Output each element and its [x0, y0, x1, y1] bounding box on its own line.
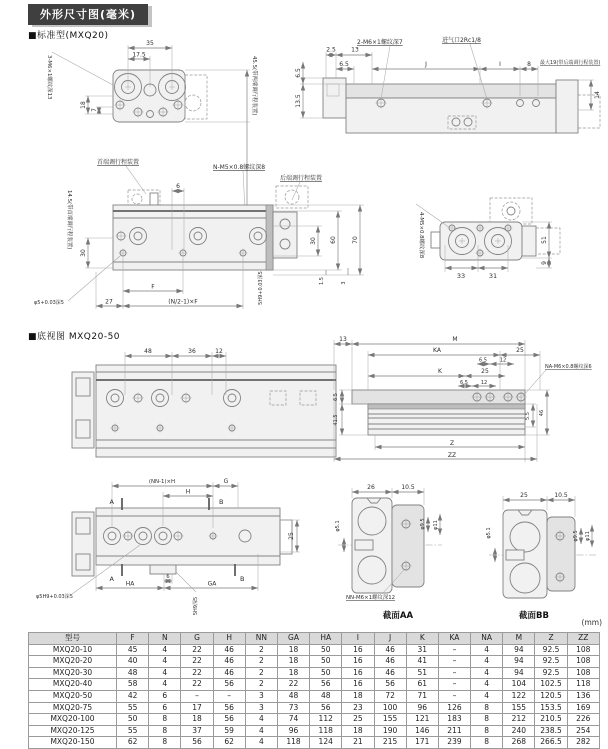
section-mark-B-top: B — [219, 498, 224, 506]
note-14-5: 14.5(带首端调行程装置) — [66, 190, 72, 250]
thread-label-3m6: 3-M6×1螺纹深13 — [46, 55, 52, 100]
dim-F: F — [151, 283, 155, 291]
table-row — [29, 679, 600, 691]
dim-6-5-top: 6.5 — [339, 61, 349, 68]
dimension-cell: 136 — [567, 690, 599, 702]
dim-HA: HA — [125, 580, 135, 588]
drawing-bottom-view-left — [72, 348, 336, 457]
dimension-cell: 46 — [374, 656, 406, 668]
dimension-cell: 94 — [503, 644, 535, 656]
thread-label-nn: NN-M6×1螺纹深12 — [346, 595, 396, 601]
dimension-cell: 4 — [149, 679, 181, 691]
dim-30-right: 30 — [310, 237, 317, 245]
dimension-cell: 8 — [149, 737, 181, 749]
dimension-cell: 46 — [374, 667, 406, 679]
column-header: F — [117, 633, 149, 645]
dim-13: 13 — [351, 46, 359, 54]
dim-25-bb: 25 — [520, 492, 528, 499]
dimension-cell: 92.5 — [535, 644, 567, 656]
thread-label-4m5: 4-M5×0.8螺纹深8 — [418, 212, 424, 259]
thread-label-nm5: N-M5×0.8螺纹深8 — [213, 164, 266, 171]
standard-type-heading: ■标准型(MXQ20) — [28, 31, 109, 41]
dim-NF: (N/2-1)×F — [168, 298, 198, 306]
dim-6-5-left: 6.5 — [295, 68, 302, 78]
dimension-cell: 124 — [310, 737, 342, 749]
model-cell: MXQ20-30 — [29, 667, 117, 679]
dimension-cell: 56 — [181, 737, 213, 749]
dimension-cell: 21 — [342, 737, 374, 749]
model-cell: MXQ20-75 — [29, 702, 117, 714]
dimension-cell: 74 — [277, 714, 309, 726]
dim-12: 12 — [215, 348, 223, 355]
dim-33: 33 — [456, 272, 466, 280]
dia-11-bb: φ11 — [585, 531, 591, 541]
model-cell: MXQ20-100 — [29, 714, 117, 726]
dimension-cell: 61 — [406, 679, 438, 691]
dimension-cell: 268 — [503, 737, 535, 749]
bottom-view-heading: ■底视图 MXQ20-50 — [28, 332, 121, 342]
dimension-cell: 41 — [406, 656, 438, 668]
dim-36: 36 — [188, 348, 196, 355]
dimension-cell: 155 — [374, 714, 406, 726]
dimension-cell: 4 — [471, 644, 503, 656]
front-adjuster-label: 首端调行程装置 — [97, 159, 140, 166]
dimension-cell: 226 — [567, 714, 599, 726]
dimension-cell: 211 — [438, 725, 470, 737]
dimension-cell: 8 — [471, 725, 503, 737]
dimension-cell: 25 — [342, 714, 374, 726]
dimension-cell: 108 — [567, 656, 599, 668]
dimension-cell: 46 — [213, 644, 245, 656]
table-row — [29, 725, 600, 737]
dimension-cell: 108 — [567, 644, 599, 656]
dimension-cell: 8 — [471, 737, 503, 749]
dim-18: 18 — [80, 101, 87, 109]
dim-I: I — [499, 61, 501, 68]
dimension-cell: 55 — [117, 725, 149, 737]
dimension-cell: 183 — [438, 714, 470, 726]
dimension-cell: 126 — [438, 702, 470, 714]
dimension-cell: 118 — [567, 679, 599, 691]
dimension-cell: 56 — [213, 702, 245, 714]
section-bb-caption: 截面BB — [519, 611, 549, 621]
dia-5-1-bb: φ5.1 — [486, 527, 492, 539]
column-header: ZZ — [567, 633, 599, 645]
unit-note: (mm) — [581, 618, 602, 627]
dim-25a: 25 — [516, 347, 524, 354]
dimension-cell: 48 — [277, 690, 309, 702]
dimension-cell: 146 — [406, 725, 438, 737]
dimension-cell: 56 — [213, 714, 245, 726]
dimension-cell: 18 — [277, 644, 309, 656]
column-header: HA — [310, 633, 342, 645]
dimension-cell: 4 — [149, 667, 181, 679]
dim-17-5: 17.5 — [132, 51, 146, 59]
dimension-cell: 16 — [342, 644, 374, 656]
thread-label-2m6: 2-M6×1螺纹深7 — [357, 39, 403, 46]
dim-27: 27 — [105, 298, 113, 306]
column-header: KA — [438, 633, 470, 645]
dimension-cell: 2 — [245, 667, 277, 679]
dimension-cell: 51 — [406, 667, 438, 679]
dim-J: J — [425, 61, 427, 68]
thread-label-na: NA-M6×0.8螺纹深6 — [545, 364, 592, 370]
column-header: I — [342, 633, 374, 645]
dim-6-5b: 6.5 — [460, 380, 468, 386]
column-header: 型号 — [29, 633, 117, 645]
dimension-cell: 58 — [117, 679, 149, 691]
dimension-cell: 2 — [245, 656, 277, 668]
rear-adjuster-label: 后端调行程装置 — [280, 175, 323, 182]
table-row — [29, 690, 600, 702]
hole-label: φ5+0.03深5 — [34, 300, 64, 306]
dim-ZZ: ZZ — [447, 452, 457, 459]
table-row — [29, 737, 600, 749]
column-header: J — [374, 633, 406, 645]
dimension-cell: 50 — [310, 644, 342, 656]
dimension-cell: 50 — [117, 714, 149, 726]
dimension-cell: 42 — [117, 690, 149, 702]
dia-9-5-bb: φ9.5 — [573, 530, 579, 542]
dimension-cell: 71 — [406, 690, 438, 702]
dim-70: 70 — [352, 236, 359, 244]
dimension-cell: 8 — [149, 725, 181, 737]
dimension-cell: 4 — [471, 656, 503, 668]
dim-7: 7 — [91, 108, 98, 112]
column-header: Z — [535, 633, 567, 645]
drawing-top-end-view — [46, 40, 259, 232]
column-header: NA — [471, 633, 503, 645]
dimension-cell: 4 — [149, 656, 181, 668]
column-header: K — [406, 633, 438, 645]
dimension-cell: 18 — [181, 714, 213, 726]
dimension-cell: 48 — [310, 690, 342, 702]
dimension-cell: 23 — [342, 702, 374, 714]
dimension-cell: 62 — [117, 737, 149, 749]
dim-14: 14 — [594, 91, 601, 99]
dimension-cell: 254 — [567, 725, 599, 737]
dimension-cell: 112 — [310, 714, 342, 726]
hole-label-lower: φ5H9+0.03深5 — [36, 594, 73, 600]
model-cell: MXQ20-40 — [29, 679, 117, 691]
dimension-cell: 100 — [374, 702, 406, 714]
dimension-cell: 4 — [245, 737, 277, 749]
dim-9: 9 — [541, 261, 548, 265]
dim-10-5-aa: 10.5 — [401, 484, 415, 491]
note-45-5: 45.5(带两端调行程装置) — [251, 56, 257, 116]
drawing-bottom-view-right — [333, 336, 592, 462]
dimension-cell: 40 — [117, 656, 149, 668]
dimension-cell: – — [181, 690, 213, 702]
dimension-cell: – — [438, 690, 470, 702]
dimension-cell: 153.5 — [535, 702, 567, 714]
drawing-side-view — [34, 158, 364, 309]
dimension-cell: 46 — [374, 644, 406, 656]
column-header: NN — [245, 633, 277, 645]
key-label: 5H9+0.03深5 — [258, 271, 264, 305]
table-row — [29, 656, 600, 668]
dimension-cell: 73 — [277, 702, 309, 714]
drawing-lower-left — [36, 478, 300, 615]
dimension-cell: 4 — [149, 644, 181, 656]
dimension-cell: 240 — [503, 725, 535, 737]
dim-KA: KA — [433, 347, 441, 354]
column-header: G — [181, 633, 213, 645]
dimension-cell: 102.5 — [535, 679, 567, 691]
dim-5-5: 5.5 — [525, 412, 531, 420]
dimension-cell: 22 — [277, 679, 309, 691]
dimension-cell: – — [213, 690, 245, 702]
table-row — [29, 702, 600, 714]
dim-51: 51 — [541, 236, 548, 244]
dim-46: 46 — [539, 409, 545, 417]
dim-2-5: 2.5 — [326, 46, 336, 54]
dimension-cell: 16 — [342, 667, 374, 679]
dimension-cell: 155 — [503, 702, 535, 714]
dimension-cell: 59 — [213, 725, 245, 737]
dimension-cell: 56 — [213, 679, 245, 691]
drawing-end-view — [416, 198, 560, 280]
table-row — [29, 714, 600, 726]
dim-8: 8 — [527, 61, 531, 68]
dimension-cell: – — [438, 656, 470, 668]
dimension-cell: 239 — [438, 737, 470, 749]
dim-10-5-bb: 10.5 — [554, 492, 568, 499]
dim-12a: 12 — [499, 357, 507, 364]
dimension-cell: 121 — [406, 714, 438, 726]
dimension-cell: 92.5 — [535, 667, 567, 679]
dim-6-lower: 6 — [166, 574, 170, 580]
dia-9-5-aa: φ9.5 — [420, 518, 426, 530]
dim-GA: GA — [207, 580, 217, 588]
drawing-top-side-view — [295, 36, 601, 133]
dimension-cell: 22 — [181, 667, 213, 679]
dimension-cell: 171 — [406, 737, 438, 749]
dimension-cell: 6 — [149, 702, 181, 714]
page-title: 外形尺寸图(毫米) — [40, 8, 137, 21]
dimension-cell: 55 — [117, 702, 149, 714]
dimension-cell: 72 — [374, 690, 406, 702]
dimension-cell: 169 — [567, 702, 599, 714]
dimension-cell: 56 — [310, 702, 342, 714]
dimension-cell: 4 — [471, 690, 503, 702]
dimension-cell: 120.5 — [535, 690, 567, 702]
dimension-cell: 46 — [213, 656, 245, 668]
dia-11-aa: φ11 — [433, 520, 439, 530]
dimension-cell: 50 — [310, 656, 342, 668]
dimension-cell: 31 — [406, 644, 438, 656]
dimension-cell: 104 — [503, 679, 535, 691]
dimension-cell: 4 — [245, 714, 277, 726]
model-cell: MXQ20-20 — [29, 656, 117, 668]
dimension-cell: 18 — [342, 690, 374, 702]
dimension-cell: 94 — [503, 656, 535, 668]
dimension-cell: 94 — [503, 667, 535, 679]
table-row — [29, 644, 600, 656]
dim-1-5: 1.5 — [319, 277, 325, 285]
model-cell: MXQ20-10 — [29, 644, 117, 656]
dimension-cell: 122 — [503, 690, 535, 702]
key-label-lower: 5H9深5 — [193, 596, 199, 616]
dim-NNH: (NN-1)×H — [148, 479, 176, 485]
dimension-cell: 266.5 — [535, 737, 567, 749]
dimension-cell: 4 — [245, 725, 277, 737]
dim-48: 48 — [144, 348, 152, 355]
dimension-cell: 37 — [181, 725, 213, 737]
dimension-cell: – — [438, 679, 470, 691]
dimension-cell: 45 — [117, 644, 149, 656]
dimension-cell: 96 — [406, 702, 438, 714]
dim-13-5: 13.5 — [295, 94, 302, 108]
section-aa-caption: 截面AA — [382, 611, 414, 621]
dimension-cell: 108 — [567, 667, 599, 679]
dimension-cell: 48 — [117, 667, 149, 679]
dimension-cell: 96 — [277, 725, 309, 737]
column-header: GA — [277, 633, 309, 645]
dim-6: 6 — [176, 183, 180, 190]
dim-13b: 13 — [339, 336, 347, 343]
dimension-cell: 62 — [213, 737, 245, 749]
dia-5-1-aa: φ5.1 — [335, 520, 341, 532]
dimension-cell: 238.5 — [535, 725, 567, 737]
dimension-cell: 56 — [310, 679, 342, 691]
dimension-cell: 46 — [213, 667, 245, 679]
dim-6-5-left-b: 6.5 — [333, 393, 339, 401]
dimension-cell: 22 — [181, 644, 213, 656]
model-cell: MXQ20-125 — [29, 725, 117, 737]
column-header: H — [213, 633, 245, 645]
dimension-cell: – — [438, 667, 470, 679]
dimension-cell: 118 — [277, 737, 309, 749]
dim-M: M — [452, 336, 458, 343]
dimension-cell: 18 — [342, 725, 374, 737]
section-mark-A-bottom: A — [109, 575, 114, 583]
dim-6-5a: 6.5 — [479, 357, 487, 364]
section-mark-B-bottom: B — [240, 575, 245, 583]
dimension-cell: 92.5 — [535, 656, 567, 668]
dim-25-lower: 25 — [288, 532, 295, 540]
dim-26: 26 — [367, 484, 375, 491]
dimension-cell: 2 — [245, 679, 277, 691]
dimension-cell: 4 — [471, 679, 503, 691]
dimension-cell: 118 — [310, 725, 342, 737]
dim-31: 31 — [488, 272, 498, 280]
section-mark-A-top: A — [109, 498, 114, 506]
dimension-cell: 4 — [471, 667, 503, 679]
dim-41-5: 41.5 — [333, 414, 339, 426]
table-row — [29, 667, 600, 679]
dimension-cell: 3 — [245, 690, 277, 702]
drawing-section-bb — [486, 492, 597, 621]
dim-K: K — [438, 368, 442, 375]
dim-G: G — [223, 478, 229, 485]
dimension-cell: 16 — [342, 656, 374, 668]
dimension-cell: 2 — [245, 644, 277, 656]
dimension-cell: 210.5 — [535, 714, 567, 726]
model-cell: MXQ20-50 — [29, 690, 117, 702]
dim-25b: 25 — [481, 368, 489, 375]
dim-H: H — [185, 488, 191, 496]
dimension-cell: 16 — [342, 679, 374, 691]
dimension-cell: 17 — [181, 702, 213, 714]
dimension-cell: 50 — [310, 667, 342, 679]
dimension-cell: 8 — [471, 714, 503, 726]
port-label: 进气口2Rc1/8 — [442, 37, 481, 44]
dimension-cell: – — [438, 644, 470, 656]
dim-Z: Z — [449, 440, 455, 447]
dimension-cell: 8 — [471, 702, 503, 714]
dimension-cell: 212 — [503, 714, 535, 726]
dim-3: 3 — [341, 281, 347, 285]
dimension-cell: 22 — [181, 679, 213, 691]
dimensions-table — [28, 632, 600, 749]
dimension-cell: 282 — [567, 737, 599, 749]
dimension-cell: 18 — [277, 656, 309, 668]
dimension-cell: 18 — [277, 667, 309, 679]
dimension-cell: 22 — [181, 656, 213, 668]
dimension-cell: 6 — [149, 690, 181, 702]
column-header: N — [149, 633, 181, 645]
dim-30-left: 30 — [80, 249, 87, 257]
dim-35: 35 — [146, 40, 154, 47]
note-max19: 最大19(带后端调行程装置) — [540, 60, 601, 66]
dimension-cell: 215 — [374, 737, 406, 749]
model-cell: MXQ20-150 — [29, 737, 117, 749]
column-header: M — [503, 633, 535, 645]
dim-60: 60 — [330, 236, 337, 244]
dimension-cell: 190 — [374, 725, 406, 737]
dimension-cell: 56 — [374, 679, 406, 691]
dimension-cell: 3 — [245, 702, 277, 714]
table-header-row — [29, 633, 600, 645]
drawing-section-aa — [335, 484, 442, 621]
dimension-cell: 8 — [149, 714, 181, 726]
dim-12b: 12 — [480, 380, 488, 386]
